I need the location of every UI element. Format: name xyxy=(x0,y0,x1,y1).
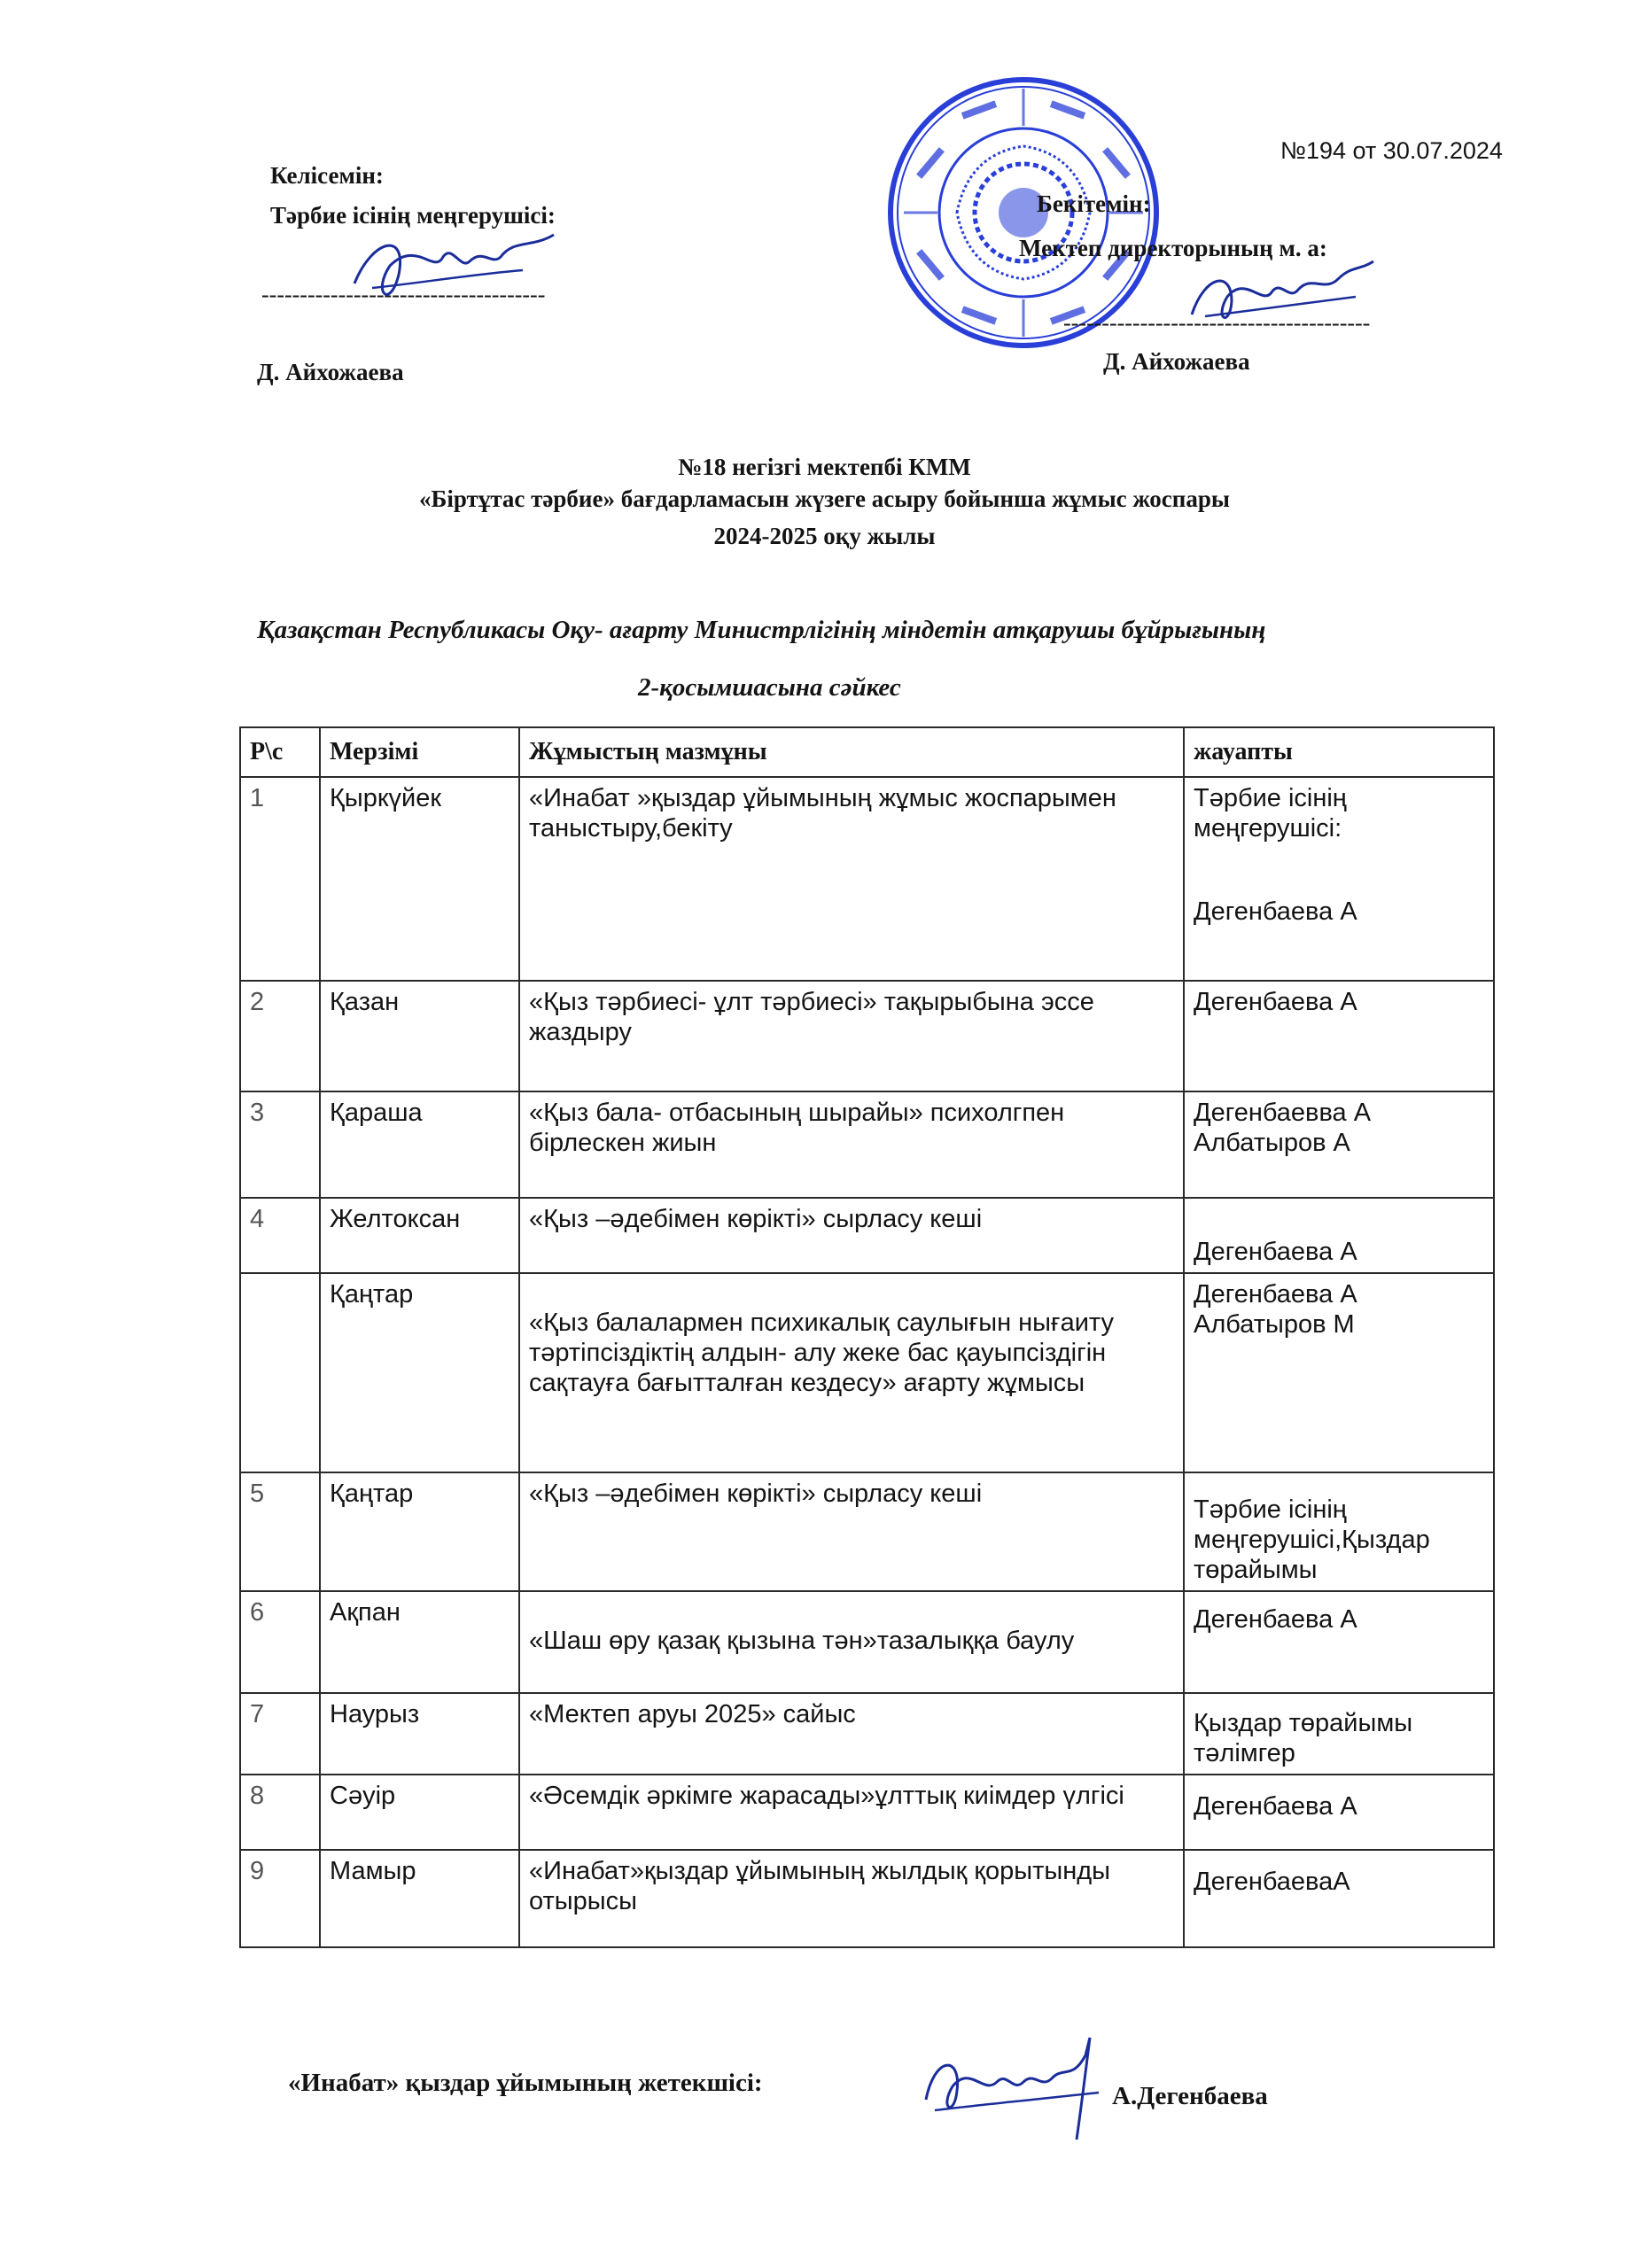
header-num: Р\с xyxy=(240,727,320,777)
header-content: Жұмыстың мазмұны xyxy=(519,727,1184,777)
right-signature xyxy=(1178,252,1382,341)
row-responsible: Дегенбаева А xyxy=(1184,1775,1494,1850)
row-responsible: Дегенбаева А xyxy=(1184,981,1494,1091)
right-signature-line: ---------------------------------------- xyxy=(1063,310,1371,336)
table-row xyxy=(240,1591,1494,1693)
table-row xyxy=(240,981,1494,1091)
row-content: «Қыз бала- отбасының шырайы» психолгпен бірлескен жиын xyxy=(519,1091,1184,1198)
responsible-top: Дегенбаева А xyxy=(1194,1280,1357,1309)
row-date: Наурыз xyxy=(320,1693,519,1775)
row-content: «Қыз тәрбиесі- ұлт тәрбиесі» тақырыбына эссе жаздыру xyxy=(519,981,1184,1091)
right-position: Мектеп директорының м. а: xyxy=(1019,235,1327,261)
agreed-label: Келісемін: xyxy=(270,162,384,189)
plan-title: «Біртұтас тәрбие» бағдарламасын жүзеге асыру бойынша жұмыс жоспары xyxy=(419,485,1230,512)
basis-line: Қазақстан Республикасы Оқу- ағарту Министрлігінің міндетін атқарушы бұйрығының xyxy=(257,616,1266,644)
row-num: 2 xyxy=(240,981,320,1091)
row-num: 9 xyxy=(240,1850,320,1947)
school-year: 2024-2025 оқу жылы xyxy=(713,523,936,549)
right-name: Д. Айхожаева xyxy=(1103,348,1250,375)
table-row xyxy=(240,1091,1494,1198)
approved-label: Бекітемін: xyxy=(1037,190,1151,217)
row-num: 6 xyxy=(240,1591,320,1693)
document-number: №194 от 30.07.2024 xyxy=(1280,137,1503,164)
responsible-bottom: Албатыров А xyxy=(1194,1129,1350,1157)
row-responsible xyxy=(1184,1091,1494,1198)
row-responsible: Дегенбаева А xyxy=(1184,1591,1494,1693)
footer-signature xyxy=(908,2029,1112,2144)
row-responsible xyxy=(1184,1198,1494,1273)
row-content-text: «Шаш өру қазақ қызына тән»тазалыққа баулу xyxy=(529,1627,1075,1655)
row-date: Мамыр xyxy=(320,1850,519,1947)
responsible-bottom: Дегенбаева А xyxy=(1194,1238,1357,1266)
row-content xyxy=(519,1591,1184,1693)
left-position: Тәрбие ісінің меңгерушісі: xyxy=(270,202,556,229)
row-date: Қаңтар xyxy=(320,1273,519,1472)
row-num: 7 xyxy=(240,1693,320,1775)
row-date: Желтоксан xyxy=(320,1198,519,1273)
row-content: «Инабат»қыздар ұйымының жылдық қорытынды отырысы xyxy=(519,1850,1184,1947)
row-content: «Инабат »қыздар ұйымының жұмыс жоспарымен таныстыру,бекіту xyxy=(519,777,1184,981)
table-row xyxy=(240,1198,1494,1273)
responsible-bottom: Дегенбаева А xyxy=(1194,897,1357,926)
responsible-bottom: Албатыров М xyxy=(1194,1310,1355,1339)
row-date: Қаңтар xyxy=(320,1472,519,1591)
row-content: «Мектеп аруы 2025» сайыс xyxy=(519,1693,1184,1775)
footer-label: «Инабат» қыздар ұйымының жетекшісі: xyxy=(288,2069,763,2097)
table-row xyxy=(240,1775,1494,1850)
left-signature xyxy=(337,221,567,319)
row-date: Ақпан xyxy=(320,1591,519,1693)
row-responsible xyxy=(1184,1273,1494,1472)
header-date: Мерзімі xyxy=(320,727,519,777)
table-header-row xyxy=(240,727,1494,777)
row-date: Қазан xyxy=(320,981,519,1091)
work-plan-table xyxy=(239,726,1495,1948)
responsible-top: Дегенбаевва А xyxy=(1194,1099,1372,1127)
row-responsible xyxy=(1184,777,1494,981)
row-num: 5 xyxy=(240,1472,320,1591)
row-date: Қараша xyxy=(320,1091,519,1198)
row-num: 1 xyxy=(240,777,320,981)
table-row xyxy=(240,1850,1494,1947)
row-content-text: «Қыз балалармен психикалық саулығын нығаиту тәртіпсіздіктің алдын- алу жеке бас қауыпсіздігін сақтауға бағытталған кездесу» ағарту жұмысы xyxy=(529,1309,1115,1397)
row-num: 4 xyxy=(240,1198,320,1273)
responsible-top: Тәрбие ісінің меңгерушісі: xyxy=(1194,784,1347,843)
row-date: Қыркүйек xyxy=(320,777,519,981)
row-date: Сәуір xyxy=(320,1775,519,1850)
row-content: «Қыз –әдебімен көрікті» сырласу кеші xyxy=(519,1198,1184,1273)
footer-name: А.Дегенбаева xyxy=(1112,2082,1268,2110)
left-name: Д. Айхожаева xyxy=(257,359,404,385)
row-num: 8 xyxy=(240,1775,320,1850)
row-num xyxy=(240,1273,320,1472)
row-content: «Әсемдік әркімге жарасады»ұлттық киімдер үлгісі xyxy=(519,1775,1184,1850)
row-responsible: Қыздар төрайымы тәлімгер xyxy=(1184,1693,1494,1775)
basis-annex: 2-қосымшасына сәйкес xyxy=(638,673,901,702)
row-num: 3 xyxy=(240,1091,320,1198)
row-responsible: Тәрбие ісінің меңгерушісі,Қыздар төрайымы xyxy=(1184,1472,1494,1591)
table-row xyxy=(240,1693,1494,1775)
row-content: «Қыз –әдебімен көрікті» сырласу кеші xyxy=(519,1472,1184,1591)
table-row xyxy=(240,1472,1494,1591)
row-content xyxy=(519,1273,1184,1472)
table-row xyxy=(240,1273,1494,1472)
table-row xyxy=(240,777,1494,981)
school-name: №18 негізгі мектепбі КММ xyxy=(678,454,971,480)
row-responsible: ДегенбаеваА xyxy=(1184,1850,1494,1947)
header-responsible: жауапты xyxy=(1184,727,1494,777)
left-signature-line: ------------------------------------- xyxy=(261,282,546,307)
